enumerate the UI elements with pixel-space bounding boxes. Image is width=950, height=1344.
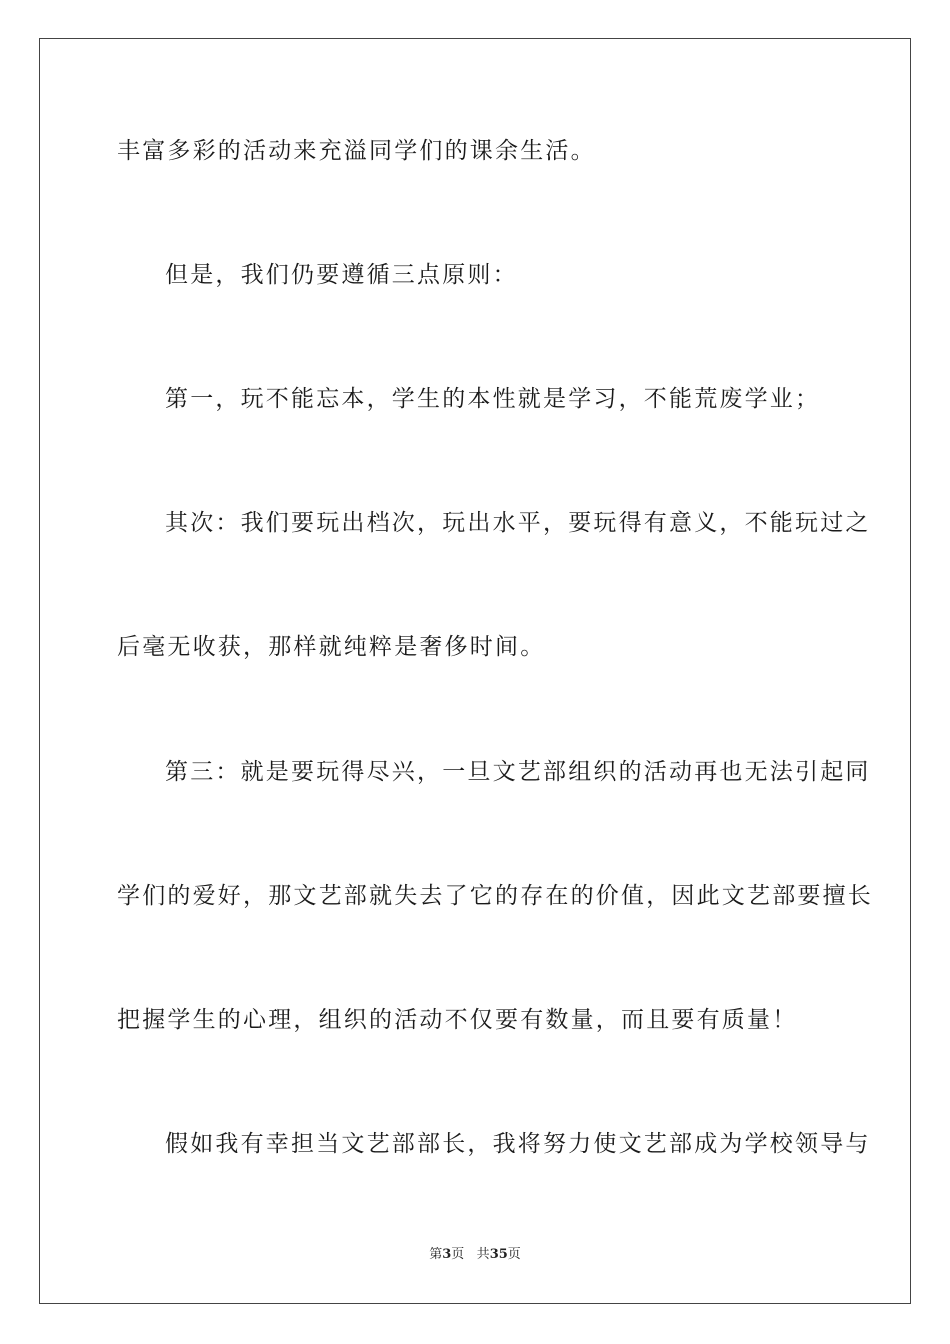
page-suffix: 页 <box>451 1247 465 1262</box>
paragraph-line-4: 其次：我们要玩出档次，玩出水平，要玩得有意义，不能玩过之 <box>165 510 871 536</box>
paragraph-line-6: 第三：就是要玩得尽兴，一旦文艺部组织的活动再也无法引起同 <box>165 759 871 785</box>
page-prefix: 第 <box>429 1247 443 1262</box>
page-number: 3 <box>442 1247 452 1262</box>
total-prefix: 共 <box>476 1247 490 1262</box>
paragraph-line-9: 假如我有幸担当文艺部部长，我将努力使文艺部成为学校领导与 <box>165 1131 871 1157</box>
paragraph-line-1: 丰富多彩的活动来充溢同学们的课余生活。 <box>117 138 596 164</box>
page-footer <box>0 1246 950 1264</box>
paragraph-line-7: 学们的爱好，那文艺部就失去了它的存在的价值，因此文艺部要擅长 <box>117 883 873 909</box>
paragraph-line-3: 第一，玩不能忘本，学生的本性就是学习，不能荒废学业； <box>165 386 821 412</box>
page-border <box>39 38 911 1304</box>
paragraph-line-8: 把握学生的心理，组织的活动不仅要有数量，而且要有质量！ <box>117 1007 798 1033</box>
total-pages: 35 <box>489 1247 508 1262</box>
paragraph-line-2: 但是，我们仍要遵循三点原则： <box>165 262 518 288</box>
total-suffix: 页 <box>507 1247 521 1262</box>
paragraph-line-5: 后毫无收获，那样就纯粹是奢侈时间。 <box>117 634 546 660</box>
